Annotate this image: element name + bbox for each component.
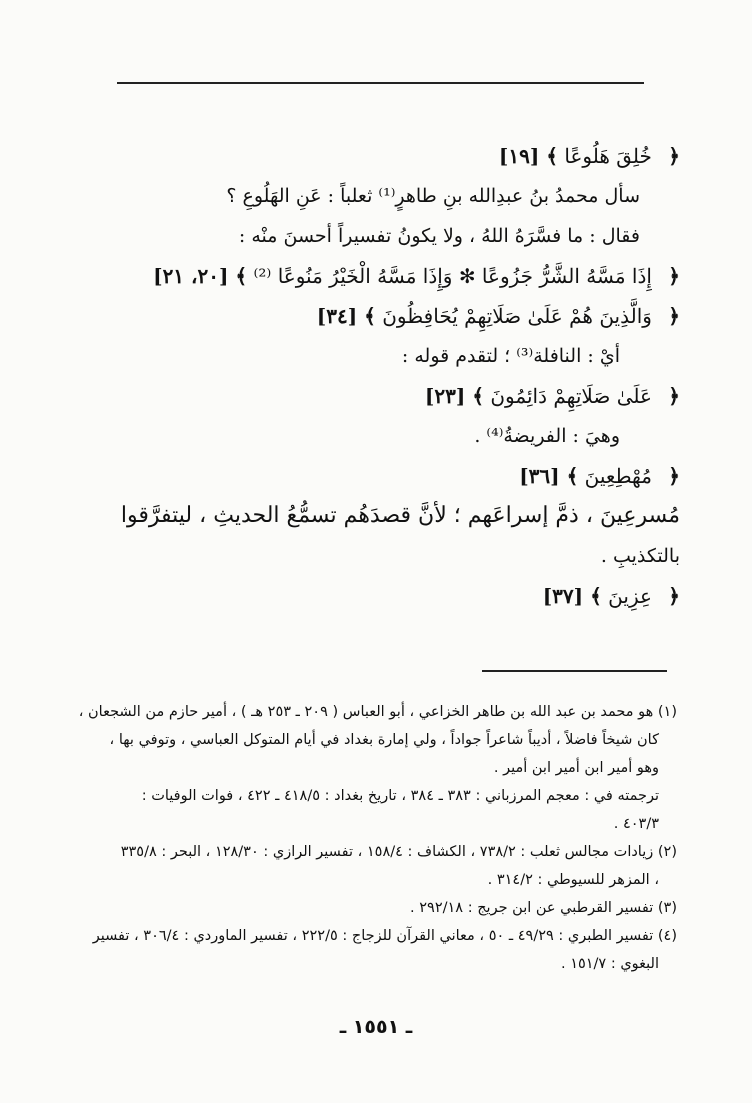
top-rule — [117, 82, 644, 84]
text-line: بالتكذيبِ . — [600, 545, 680, 567]
verse-ornament-open: ﴿ — [668, 264, 680, 288]
footnote-line: (٣) تفسير القرطبي عن ابن جريج : ٢٩٢/١٨ . — [410, 900, 677, 916]
main-text — [100, 136, 680, 616]
footnote-line: ترجمته في : معجم المرزباني : ٣٨٣ ـ ٣٨٤ ، تاريخ بغداد : ٤١٨/٥ ـ ٤٢٢ ، فوات الوفيات : — [141, 788, 659, 804]
text-line: وهيَ : الفريضةُ⁽⁴⁾ . — [474, 425, 620, 447]
text-line: أيْ : النافلة⁽³⁾ ؛ لتقدم قوله : — [401, 345, 620, 367]
text-line: مُسرعِينَ ، ذمَّ إسراعَهم ؛ لأنَّ قصدَهُم تسمُّعُ الحديثِ ، ليتفرَّقوا — [120, 503, 680, 528]
verse-line — [100, 256, 680, 296]
verse-line — [100, 456, 680, 496]
verse-reference: ﴾ [٣٤] — [316, 304, 376, 328]
footnote-line: كان شيخاً فاضلاً ، أديباً شاعراً جواداً ، ولي إمارة بغداد في أيام المتوكل العباسي ، وتوفي بها ، — [109, 732, 659, 748]
footnote-line: ، المزهر للسيوطي : ٣١٤/٢ . — [487, 872, 659, 888]
verse-reference: ﴾ [٣٦] — [519, 464, 579, 488]
page-number: ـ ١٥٥١ ـ — [339, 1016, 413, 1038]
verse-ornament-open: ﴿ — [668, 384, 680, 408]
verse-ornament-open: ﴿ — [668, 144, 680, 168]
text-line: سأل محمدُ بنُ عبدِالله بنِ طاهرٍ⁽¹⁾ ثعلباً : عَنِ الهَلُوعِ ؟ — [226, 185, 640, 207]
verse-text: وَالَّذِينَ هُمْ عَلَىٰ صَلَاتِهِمْ يُحَافِظُونَ — [382, 304, 652, 328]
verse-reference: ﴾ [١٩] — [498, 144, 558, 168]
verse-text: عِزِينَ — [608, 584, 652, 608]
verse-line — [100, 376, 680, 416]
verse-text: مُهْطِعِينَ — [584, 464, 652, 488]
footnote-line: البغوي : ١٥١/٧ . — [560, 956, 659, 972]
verse-text: خُلِقَ هَلُوعًا — [564, 144, 652, 168]
footnote-line: ٤٠٣/٣ . — [613, 816, 659, 832]
verse-reference: ﴾ [٢٠، ٢١] — [153, 264, 248, 288]
verse-ornament-open: ﴿ — [668, 464, 680, 488]
verse-reference: ﴾ [٢٣] — [424, 384, 484, 408]
footnote-line: (٤) تفسير الطبري : ٤٩/٢٩ ـ ٥٠ ، معاني القرآن للزجاج : ٢٢٢/٥ ، تفسير الماوردي : ٣٠٦/٤ ، تفسير — [92, 928, 677, 944]
text-line: فقال : ما فسَّرَهُ اللهُ ، ولا يكونُ تفسيراً أحسنَ منْه : — [238, 225, 640, 247]
verse-ornament-open: ﴿ — [668, 304, 680, 328]
footnote-line: وهو أمير ابن أمير ابن أمير . — [493, 760, 659, 776]
verse-line — [100, 296, 680, 336]
verse-reference: ﴾ [٣٧] — [542, 584, 602, 608]
footnote-line: (٢) زيادات مجالس ثعلب : ٧٣٨/٢ ، الكشاف : ١٥٨/٤ ، تفسير الرازي : ١٢٨/٣٠ ، البحر : ٣٣٥/٨ — [120, 844, 677, 860]
footnotes — [78, 698, 677, 978]
verse-text: إِذَا مَسَّهُ الشَّرُّ جَزُوعًا ✻ وَإِذَا مَسَّهُ الْخَيْرُ مَنُوعًا ⁽²⁾ — [253, 264, 652, 288]
verse-line — [100, 136, 680, 176]
verse-line — [100, 576, 680, 616]
footnote-line: (١) هو محمد بن عبد الله بن طاهر الخزاعي ، أبو العباس ( ٢٠٩ ـ ٢٥٣ هـ ) ، أمير حازم من الشجعان ، — [78, 704, 677, 720]
verse-ornament-open: ﴿ — [668, 584, 680, 608]
verse-text: عَلَىٰ صَلَاتِهِمْ دَائِمُونَ — [490, 384, 652, 408]
footnote-separator — [482, 670, 667, 672]
